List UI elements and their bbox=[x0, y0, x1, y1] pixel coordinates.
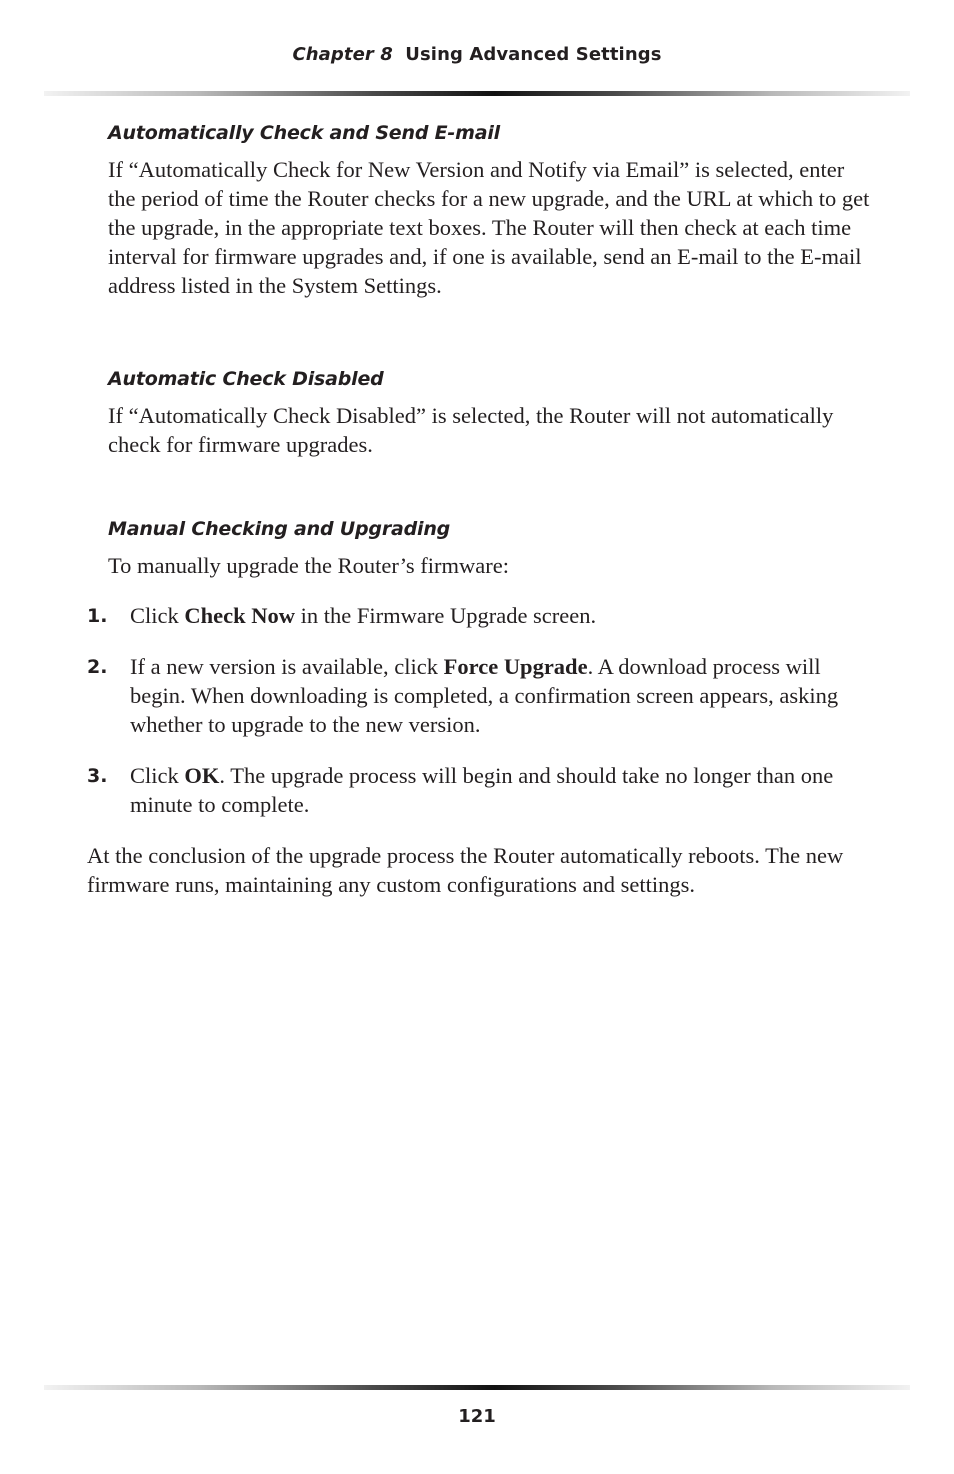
section-text-auto-check-email: If “Automatically Check for New Version and Notify via Email” is selected, enter the period of time the Router checks for a new upgrade, and the URL at which to get the upgrade, in the appropriate text boxes. The Router will then check at each time interval for firmware upgrades and, if one is available, send an E-mail to the E-mail address listed in the System Settings. bbox=[108, 157, 870, 298]
chapter-label: Chapter 8 bbox=[292, 44, 393, 65]
section-text-manual-upgrade: To manually upgrade the Router’s firmware: bbox=[108, 553, 510, 578]
page-number: 121 bbox=[458, 1406, 496, 1427]
list-item bbox=[0, 601, 954, 630]
step-text: Click OK. The upgrade process will begin and should take no longer than one minute to complete. bbox=[130, 763, 834, 817]
chapter-title: Using Advanced Settings bbox=[405, 44, 662, 65]
section-heading-auto-check-email: Automatically Check and Send E-mail bbox=[108, 122, 500, 144]
step-text: Click Check Now in the Firmware Upgrade screen. bbox=[130, 603, 597, 628]
step-number: 3. bbox=[87, 765, 108, 787]
ui-term: Check Now bbox=[184, 603, 295, 628]
list-item bbox=[0, 652, 954, 739]
step-number: 1. bbox=[87, 605, 108, 627]
running-header bbox=[0, 44, 954, 65]
footer-divider bbox=[44, 1385, 910, 1390]
upgrade-steps-list bbox=[0, 601, 954, 819]
section-heading-manual-upgrade: Manual Checking and Upgrading bbox=[108, 518, 451, 540]
page-body bbox=[0, 120, 954, 899]
list-item bbox=[0, 761, 954, 819]
section-text-auto-check-disabled: If “Automatically Check Disabled” is selected, the Router will not automatically check for firmware upgrades. bbox=[108, 403, 834, 457]
ui-term: OK bbox=[184, 763, 220, 788]
section-heading-auto-check-disabled: Automatic Check Disabled bbox=[108, 368, 384, 390]
closing-paragraph: At the conclusion of the upgrade process the Router automatically reboots. The new firmware runs, maintaining any custom configurations and settings. bbox=[87, 843, 844, 897]
step-text: If a new version is available, click Force Upgrade. A download process will begin. When downloading is completed, a confirmation screen appears, asking whether to upgrade to the new version. bbox=[130, 654, 839, 737]
step-number: 2. bbox=[87, 656, 108, 678]
ui-term: Force Upgrade bbox=[443, 654, 588, 679]
header-divider bbox=[44, 91, 910, 96]
